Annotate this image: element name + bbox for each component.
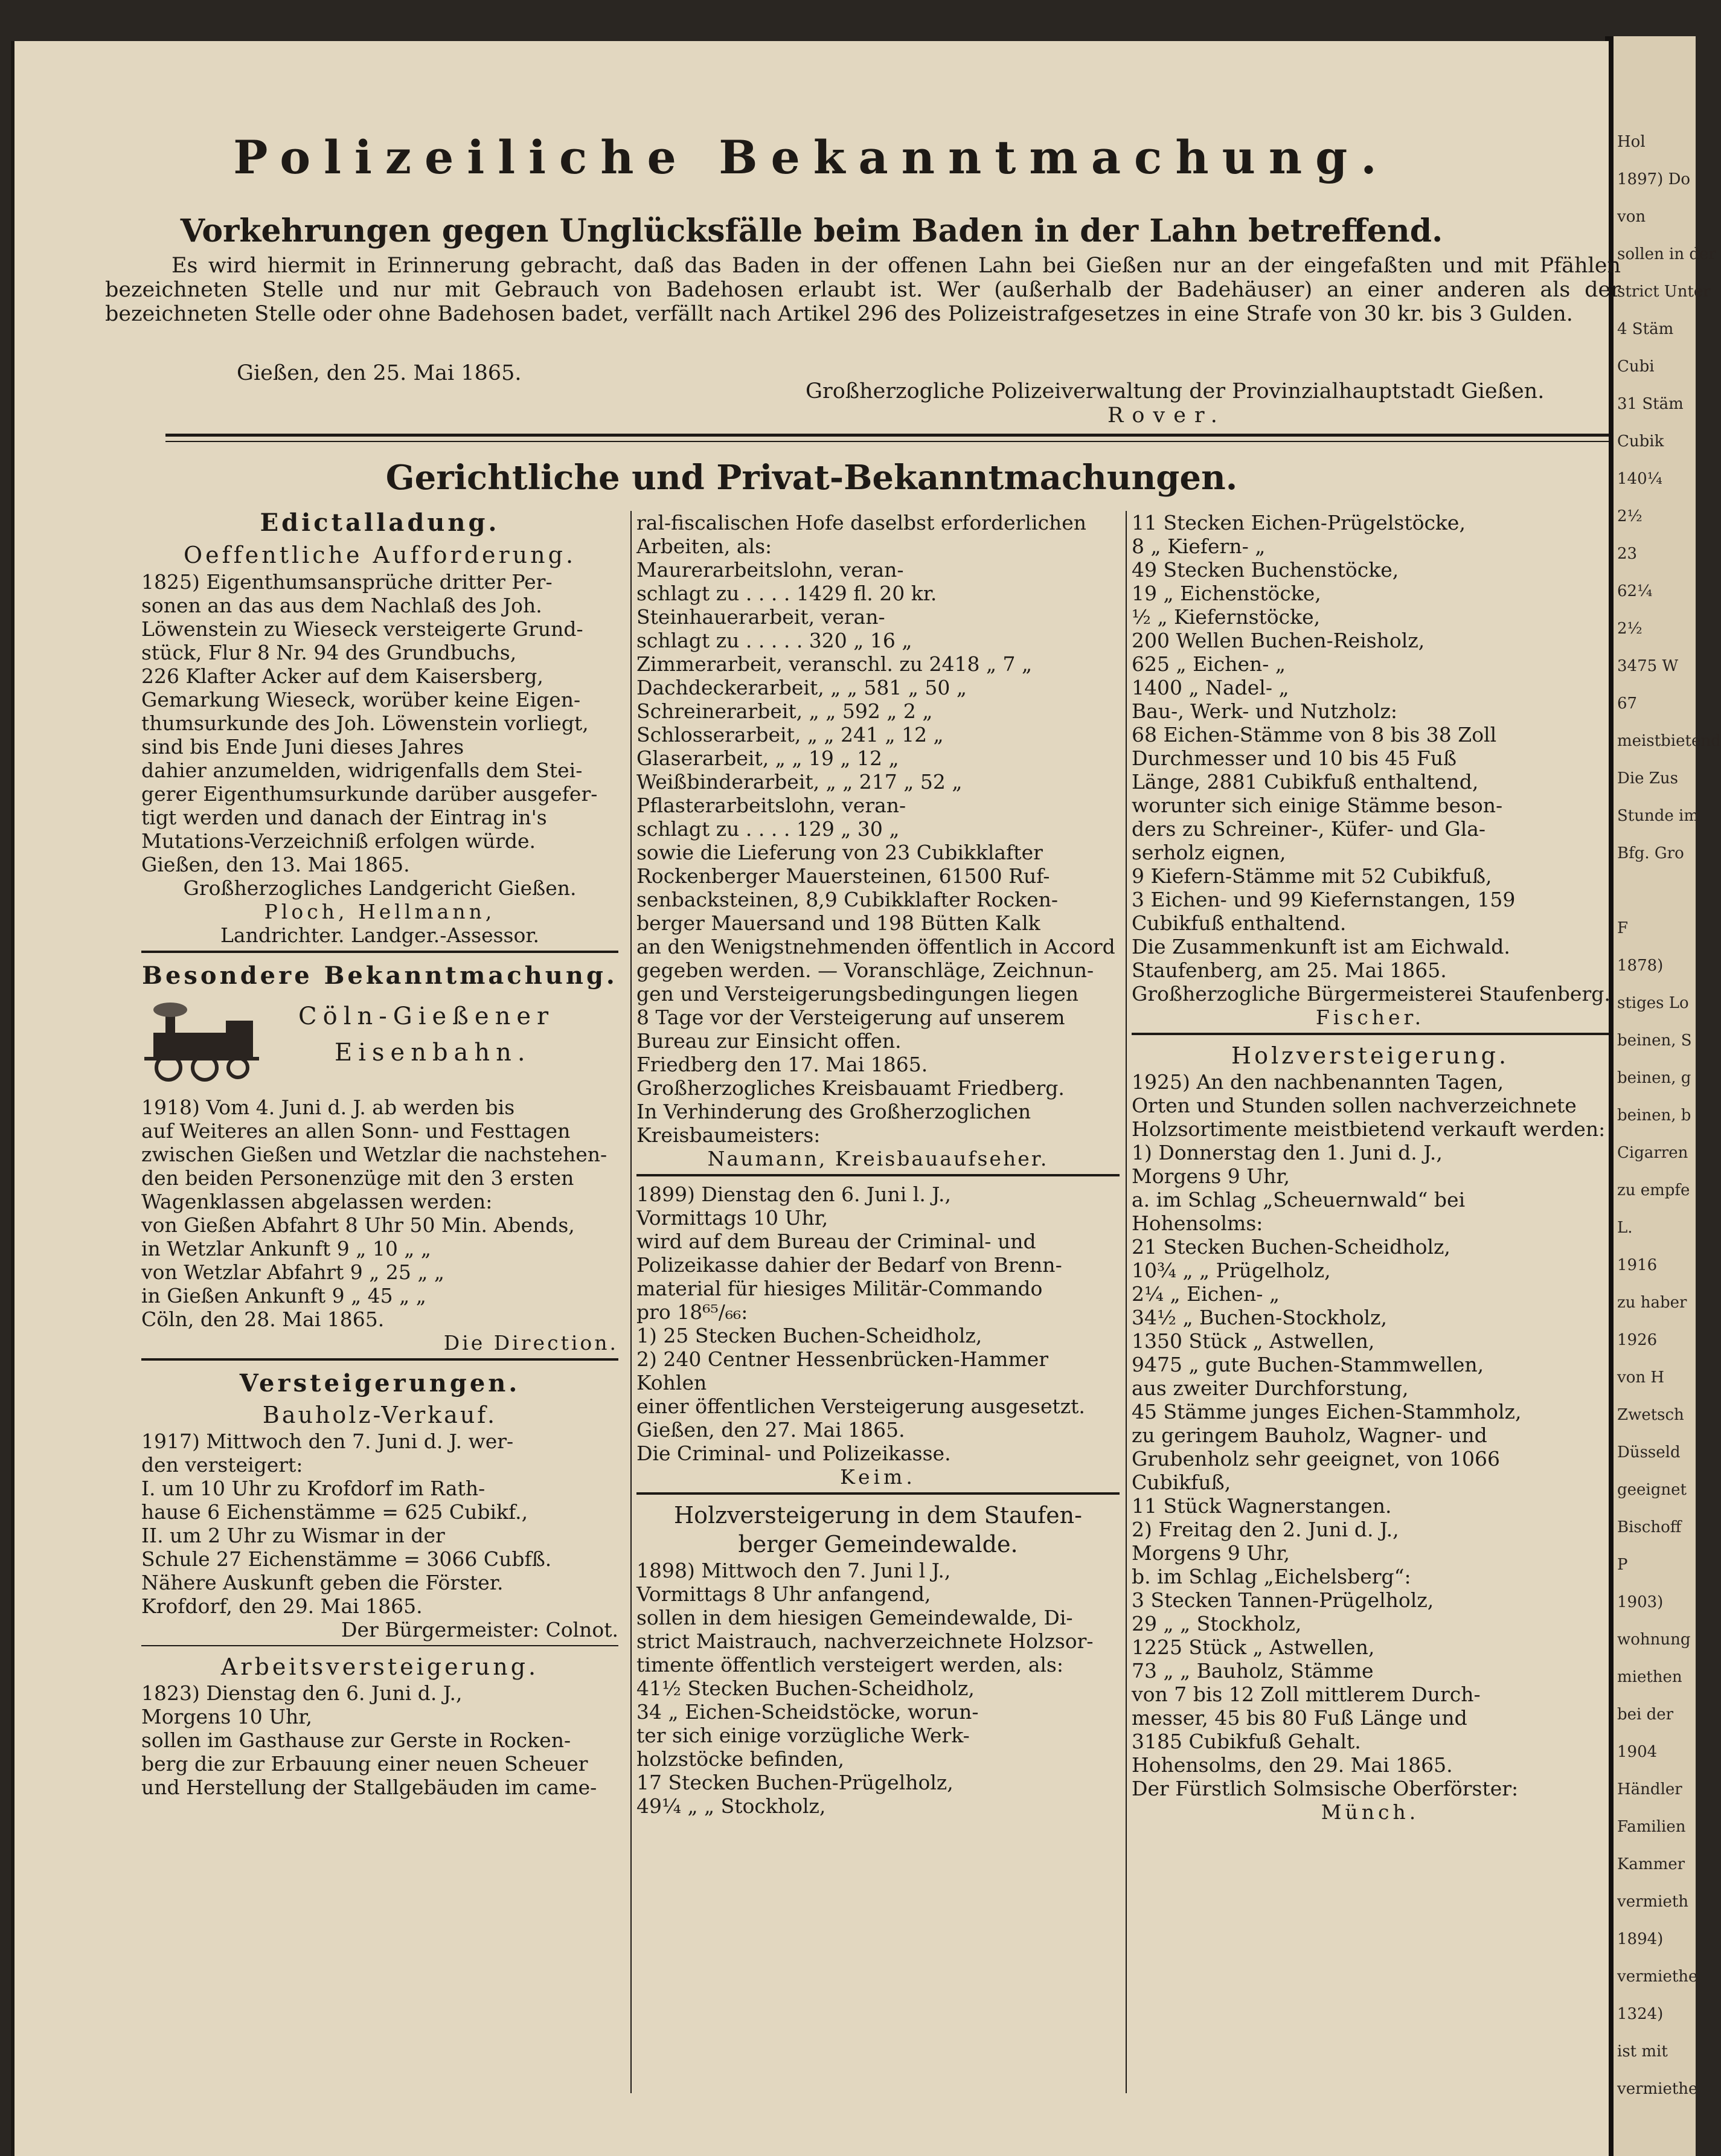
text-line: Großherzogliches Kreisbauamt Friedberg.	[636, 1076, 1065, 1100]
adjacent-text-line: vermiethe	[1617, 2080, 1698, 2098]
text-line: Gießen, den 27. Mai 1865.	[636, 1418, 905, 1442]
text-line: 21 Stecken Buchen-Scheidholz,	[1132, 1235, 1450, 1259]
text-line: In Verhinderung des Großherzoglichen	[636, 1100, 1031, 1123]
special-title: Besondere Bekanntmachung.	[142, 961, 618, 990]
text-line: Morgens 10 Uhr,	[141, 1705, 312, 1728]
text-line: 2) 240 Centner Hessenbrücken-Hammer	[636, 1347, 1049, 1371]
text-line: senbacksteinen, 8,9 Cubikklafter Rocken-	[636, 888, 1059, 911]
column-3	[1132, 511, 1609, 1824]
text-line: ½ „ Kiefernstöcke,	[1132, 605, 1321, 629]
text-line: worunter sich einige Stämme beson-	[1132, 794, 1503, 817]
column-divider-1	[630, 511, 632, 2093]
text-line: berg die zur Erbauung einer neuen Scheuer	[141, 1752, 588, 1776]
adjacent-text-line: 3475 W	[1617, 657, 1679, 675]
text-line: zu geringem Bauholz, Wagner- und	[1132, 1423, 1487, 1447]
railway-name-1: Cöln-Gießener	[298, 1003, 555, 1030]
separator	[141, 1358, 618, 1361]
text-line: Hohensolms, den 29. Mai 1865.	[1132, 1753, 1453, 1777]
adjacent-text-line: Cubik	[1617, 432, 1664, 451]
adjacent-text-line: 67	[1617, 695, 1638, 713]
text-line: 1823) Dienstag den 6. Juni d. J.,	[141, 1681, 463, 1705]
text-line: Vormittags 10 Uhr,	[636, 1206, 828, 1230]
column-divider-2	[1126, 511, 1127, 2093]
text-line: von Wetzlar Abfahrt 9 „ 25 „ „	[141, 1260, 445, 1284]
bauholz-title: Bauholz-Verkauf.	[262, 1402, 498, 1428]
text-line: Wagenklassen abgelassen werden:	[141, 1190, 493, 1213]
adjacent-text-line: 1903)	[1617, 1593, 1664, 1611]
text-line: gen und Versteigerungsbedingungen liegen	[636, 982, 1079, 1006]
text-line: Friedberg den 17. Mai 1865.	[636, 1053, 928, 1076]
text-line: Zimmerarbeit, veranschl. zu 2418 „ 7 „	[636, 652, 1033, 676]
text-line: berger Mauersand und 198 Bütten Kalk	[636, 911, 1040, 935]
adjacent-text-line: Die Zus	[1617, 769, 1678, 788]
text-line: Der Fürstlich Solmsische Oberförster:	[1132, 1777, 1519, 1800]
adjacent-text-line: Bischoff	[1617, 1518, 1682, 1536]
text-line: stück, Flur 8 Nr. 94 des Grundbuchs,	[141, 641, 517, 664]
edict-court: Großherzogliches Landgericht Gießen.	[183, 876, 577, 900]
text-line: 1350 Stück „ Astwellen,	[1132, 1329, 1375, 1353]
staufen-title-1: Holzversteigerung in dem Staufen-	[674, 1502, 1082, 1529]
text-line: II. um 2 Uhr zu Wismar in der	[141, 1524, 445, 1547]
text-line: messer, 45 bis 80 Fuß Länge und	[1132, 1706, 1467, 1730]
text-line: Löwenstein zu Wieseck versteigerte Grund-	[141, 617, 583, 641]
criminal-sign: Keim.	[840, 1465, 916, 1489]
adjacent-text-line: vermiethe	[1617, 1968, 1698, 1986]
text-line: 19 „ Eichenstöcke,	[1132, 582, 1321, 605]
adjacent-text-line: zu empfe	[1617, 1181, 1690, 1199]
adjacent-text-line: meistbietend	[1617, 732, 1721, 750]
column-2	[636, 511, 1120, 1818]
rockenberg-sign: Naumann, Kreisbauaufseher.	[707, 1147, 1049, 1170]
text-line: Kreisbaumeisters:	[636, 1123, 821, 1147]
arbeit-text	[141, 1681, 618, 1799]
text-line: Gemarkung Wieseck, worüber keine Eigen-	[141, 688, 581, 711]
adjacent-text-line: Hol	[1617, 133, 1646, 151]
police-signer: Rover.	[1107, 403, 1226, 428]
adjacent-text-line: stiges Lo	[1617, 994, 1689, 1012]
police-title: Polizeiliche Bekanntmachung.	[233, 130, 1390, 184]
text-line: Cubikfuß enthaltend.	[1132, 911, 1347, 935]
adjacent-text-line: F	[1617, 919, 1629, 937]
edict-text	[141, 570, 618, 876]
separator	[636, 1492, 1120, 1495]
text-line: strict Maistrauch, nachverzeichnete Holzsor-	[636, 1629, 1094, 1653]
adjacent-text-line: Kammer	[1617, 1855, 1685, 1873]
adjacent-text-line: 1897) Do	[1617, 170, 1691, 188]
adjacent-text-line: Händler	[1617, 1780, 1682, 1798]
text-line: Schlosserarbeit, „ „ 241 „ 12 „	[636, 723, 944, 746]
separator	[636, 1174, 1120, 1176]
text-line: 10¾ „ „ Prügelholz,	[1132, 1259, 1331, 1282]
text-line: Schreinerarbeit, „ „ 592 „ 2 „	[636, 699, 933, 723]
text-line: Orten und Stunden sollen nachverzeichnete	[1132, 1094, 1577, 1117]
text-line: Krofdorf, den 29. Mai 1865.	[141, 1594, 423, 1618]
text-line: 45 Stämme junges Eichen-Stammholz,	[1132, 1400, 1522, 1423]
text-line: 2¼ „ Eichen- „	[1132, 1282, 1280, 1306]
text-line: Kohlen	[636, 1371, 707, 1394]
text-line: Die Criminal- und Polizeikasse.	[636, 1442, 951, 1465]
text-line: 49¼ „ „ Stockholz,	[636, 1794, 826, 1818]
adjacent-text-line: Stunde im	[1617, 807, 1699, 825]
text-line: von Gießen Abfahrt 8 Uhr 50 Min. Abends,	[141, 1213, 575, 1237]
edict-subtitle: Oeffentliche Aufforderung.	[183, 542, 577, 568]
text-line: Staufenberg, am 25. Mai 1865.	[1132, 958, 1447, 982]
edict-title: Edictalladung.	[260, 509, 500, 537]
text-line: sollen im Gasthause zur Gerste in Rocken-	[141, 1728, 571, 1752]
text-line: a. im Schlag „Scheuernwald“ bei	[1132, 1188, 1466, 1211]
separator	[141, 951, 618, 953]
police-authority: Großherzogliche Polizeiverwaltung der Provinzialhauptstadt Gießen.	[806, 379, 1545, 403]
text-line: einer öffentlichen Versteigerung ausgesetzt.	[636, 1394, 1085, 1418]
text-line: 226 Klafter Acker auf dem Kaisersberg,	[141, 664, 543, 688]
text-line: dahier anzumelden, widrigenfalls dem Stei-	[141, 759, 583, 782]
text-line: Durchmesser und 10 bis 45 Fuß	[1132, 746, 1457, 770]
bauholz-sign: Der Bürgermeister: Colnot.	[341, 1618, 618, 1641]
adjacent-text-line: 4 Stäm	[1617, 320, 1674, 338]
text-line: Bureau zur Einsicht offen.	[636, 1029, 902, 1053]
police-body-text: Es wird hiermit in Erinnerung gebracht, daß das Baden in der offenen Lahn bei Gießen nur an der eingefaßten und mit Pfählen bezeichneten Stelle und nur mit Gebrauch von Badehosen erlaubt ist. Wer (außerhalb der Badehäuser) an einer anderen als der bezeichneten Stelle oder ohne Badehosen badet, verfällt nach Artikel 296 des Polizeistrafgesetzes in eine Strafe von 30 kr. bis 3 Gulden.	[105, 254, 1621, 326]
text-line: serholz eignen,	[1132, 841, 1286, 864]
text-line: 1917) Mittwoch den 7. Juni d. J. wer-	[141, 1429, 514, 1453]
text-line: sowie die Lieferung von 23 Cubikklafter	[636, 841, 1043, 864]
adjacent-text-line: 1894)	[1617, 1930, 1664, 1948]
edict-names: Ploch, Hellmann,	[264, 900, 496, 923]
adjacent-text-line: Düsseld	[1617, 1443, 1681, 1461]
railway-sign: Die Direction.	[443, 1331, 618, 1355]
text-line: tigt werden und danach der Eintrag in's	[141, 806, 547, 829]
adjacent-text-line: beinen, g	[1617, 1069, 1691, 1087]
adjacent-text-line: Bfg. Gro	[1617, 844, 1684, 862]
bauholz-text	[141, 1429, 618, 1618]
text-line: den versteigert:	[141, 1453, 303, 1477]
text-line: 68 Eichen-Stämme von 8 bis 38 Zoll	[1132, 723, 1497, 746]
police-date: Gießen, den 25. Mai 1865.	[237, 361, 522, 385]
text-line: sind bis Ende Juni dieses Jahres	[141, 735, 464, 759]
text-line: gegeben werden. — Voranschläge, Zeichnun-	[636, 958, 1094, 982]
text-line: Glaserarbeit, „ „ 19 „ 12 „	[636, 746, 899, 770]
adjacent-text-line: 1904	[1617, 1743, 1658, 1761]
rockenberg-text	[636, 511, 1120, 1147]
text-line: ders zu Schreiner-, Küfer- und Gla-	[1132, 817, 1486, 841]
adjacent-text-line: Familien	[1617, 1818, 1686, 1836]
adjacent-text-line: beinen, b	[1617, 1106, 1691, 1125]
text-line: Nähere Auskunft geben die Förster.	[141, 1571, 504, 1594]
text-line: 9 Kiefern-Stämme mit 52 Cubikfuß,	[1132, 864, 1492, 888]
text-line: 29 „ „ Stockholz,	[1132, 1612, 1302, 1635]
text-line: 200 Wellen Buchen-Reisholz,	[1132, 629, 1425, 652]
text-line: in Wetzlar Ankunft 9 „ 10 „ „	[141, 1237, 431, 1260]
text-line: ter sich einige vorzügliche Werk-	[636, 1724, 970, 1747]
adjacent-text-line: 2½	[1617, 507, 1642, 525]
adjacent-page	[1614, 36, 1721, 2156]
text-line: Länge, 2881 Cubikfuß enthaltend,	[1132, 770, 1479, 794]
text-line: sollen in dem hiesigen Gemeindewalde, Di-	[636, 1606, 1073, 1629]
text-line: Arbeiten, als:	[636, 534, 772, 558]
text-line: holzstöcke befinden,	[636, 1747, 844, 1771]
text-line: Steinhauerarbeit, veran-	[636, 605, 885, 629]
text-line: in Gießen Ankunft 9 „ 45 „ „	[141, 1284, 426, 1307]
text-line: schlagt zu . . . . . 320 „ 16 „	[636, 629, 912, 652]
text-line: 8 Tage vor der Versteigerung auf unserem	[636, 1006, 1065, 1029]
text-line: aus zweiter Durchforstung,	[1132, 1376, 1409, 1400]
police-subtitle: Vorkehrungen gegen Unglücksfälle beim Baden in der Lahn betreffend.	[180, 213, 1443, 249]
text-line: Hohensolms:	[1132, 1211, 1263, 1235]
text-line: pro 18⁶⁵/₆₆:	[636, 1300, 748, 1324]
text-line: Morgens 9 Uhr,	[1132, 1164, 1290, 1188]
text-line: schlagt zu . . . . 1429 fl. 20 kr.	[636, 582, 937, 605]
separator	[1132, 1033, 1609, 1035]
text-line: von 7 bis 12 Zoll mittlerem Durch-	[1132, 1683, 1481, 1706]
staufen-title-2: berger Gemeindewalde.	[738, 1531, 1018, 1558]
edict-roles: Landrichter. Landger.-Assessor.	[220, 923, 539, 947]
text-line: Polizeikasse dahier der Bedarf von Brenn-	[636, 1253, 1062, 1277]
staufen-continued-text	[1132, 511, 1609, 1006]
text-line: 1825) Eigenthumsansprüche dritter Per-	[141, 570, 553, 594]
text-line: 2) Freitag den 2. Juni d. J.,	[1132, 1518, 1399, 1541]
text-line: schlagt zu . . . . 129 „ 30 „	[636, 817, 900, 841]
text-line: Cubikfuß,	[1132, 1471, 1231, 1494]
adjacent-text-line: Cubi	[1617, 358, 1655, 376]
text-line: 1) Donnerstag den 1. Juni d. J.,	[1132, 1141, 1443, 1164]
auction-title: Versteigerungen.	[239, 1369, 521, 1397]
holz-sign: Münch.	[1321, 1800, 1420, 1824]
text-line: Bau-, Werk- und Nutzholz:	[1132, 699, 1397, 723]
adjacent-text-line: vermieth	[1617, 1893, 1689, 1911]
text-line: Dachdeckerarbeit, „ „ 581 „ 50 „	[636, 676, 967, 699]
text-line: 17 Stecken Buchen-Prügelholz,	[636, 1771, 953, 1794]
criminal-text	[636, 1182, 1120, 1465]
text-line: material für hiesiges Militär-Commando	[636, 1277, 1043, 1300]
text-line: 1225 Stück „ Astwellen,	[1132, 1635, 1375, 1659]
adjacent-text-line: miethen	[1617, 1668, 1682, 1686]
adjacent-text-line: sollen in der	[1617, 245, 1716, 263]
text-line: Rockenberger Mauersteinen, 61500 Ruf-	[636, 864, 1050, 888]
text-line: 1918) Vom 4. Juni d. J. ab werden bis	[141, 1096, 515, 1119]
arbeit-title: Arbeitsversteigerung.	[220, 1654, 539, 1680]
rule-top	[165, 434, 1609, 437]
adjacent-text-line: Zwetsch	[1617, 1406, 1684, 1424]
railway-text	[141, 1096, 618, 1331]
text-line: Maurerarbeitslohn, veran-	[636, 558, 904, 582]
text-line: hause 6 Eichenstämme = 625 Cubikf.,	[141, 1500, 528, 1524]
text-line: 1400 „ Nadel- „	[1132, 676, 1289, 699]
adjacent-text-line: strict Unter	[1617, 283, 1711, 301]
adjacent-text-line: beinen, S	[1617, 1031, 1692, 1050]
text-line: 41½ Stecken Buchen-Scheidholz,	[636, 1676, 975, 1700]
text-line: ral-fiscalischen Hofe daselbst erforderlichen	[636, 511, 1087, 534]
adjacent-text-line: bei der	[1617, 1705, 1674, 1724]
adjacent-text-line: P	[1617, 1556, 1628, 1574]
locomotive-icon	[141, 996, 262, 1087]
separator	[141, 1645, 618, 1646]
adjacent-text-line: 1878)	[1617, 957, 1664, 975]
text-line: 49 Stecken Buchenstöcke,	[1132, 558, 1399, 582]
text-line: 11 Stück Wagnerstangen.	[1132, 1494, 1392, 1518]
text-line: Die Zusammenkunft ist am Eichwald.	[1132, 935, 1510, 958]
text-line: Grubenholz sehr geeignet, von 1066	[1132, 1447, 1500, 1471]
newspaper-page	[11, 41, 1621, 2156]
text-line: 1925) An den nachbenannten Tagen,	[1132, 1070, 1504, 1094]
adjacent-text-line: Cigarren	[1617, 1144, 1688, 1162]
text-line: auf Weiteres an allen Sonn- und Festtagen	[141, 1119, 571, 1143]
rule-top-thin	[165, 441, 1609, 442]
text-line: Gießen, den 13. Mai 1865.	[141, 853, 410, 876]
text-line: Cöln, den 28. Mai 1865.	[141, 1307, 385, 1331]
text-line: 11 Stecken Eichen-Prügelstöcke,	[1132, 511, 1466, 534]
railway-name-2: Eisenbahn.	[335, 1039, 531, 1067]
text-line: 9475 „ gute Buchen-Stammwellen,	[1132, 1353, 1484, 1376]
adjacent-text-line: 1926	[1617, 1331, 1658, 1349]
adjacent-text-line: von	[1617, 208, 1646, 226]
section-title: Gerichtliche und Privat-Bekanntmachungen.	[385, 458, 1238, 498]
text-line: wird auf dem Bureau der Criminal- und	[636, 1230, 1036, 1253]
text-line: an den Wenigstnehmenden öffentlich in Accord	[636, 935, 1115, 958]
railway-header	[141, 993, 618, 1096]
text-line: zwischen Gießen und Wetzlar die nachstehen-	[141, 1143, 607, 1166]
adjacent-text-line: ist mit	[1617, 2042, 1668, 2061]
adjacent-text-line: geeignet	[1617, 1481, 1687, 1499]
text-line: Schule 27 Eichenstämme = 3066 Cubfß.	[141, 1547, 552, 1571]
adjacent-text-line: zu haber	[1617, 1294, 1687, 1312]
text-line: 34½ „ Buchen-Stockholz,	[1132, 1306, 1387, 1329]
column-1	[141, 506, 618, 1799]
text-line: 625 „ Eichen- „	[1132, 652, 1286, 676]
text-line: Pflasterarbeitslohn, veran-	[636, 794, 906, 817]
text-line: 1899) Dienstag den 6. Juni l. J.,	[636, 1182, 951, 1206]
adjacent-text-line: von H	[1617, 1368, 1665, 1387]
text-line: sonen an das aus dem Nachlaß des Joh.	[141, 594, 542, 617]
adjacent-text-line: 23	[1617, 545, 1638, 563]
adjacent-text-line: 1916	[1617, 1256, 1658, 1274]
adjacent-text-line: 2½	[1617, 620, 1642, 638]
text-line: b. im Schlag „Eichelsberg“:	[1132, 1565, 1411, 1588]
holz-title: Holzversteigerung.	[1231, 1042, 1510, 1069]
holz-text	[1132, 1070, 1609, 1800]
adjacent-text-line: wohnung	[1617, 1631, 1691, 1649]
text-line: den beiden Personenzüge mit den 3 ersten	[141, 1166, 574, 1190]
text-line: Holzsortimente meistbietend verkauft werden:	[1132, 1117, 1606, 1141]
text-line: Weißbinderarbeit, „ „ 217 „ 52 „	[636, 770, 963, 794]
text-line: thumsurkunde des Joh. Löwenstein vorliegt,	[141, 711, 589, 735]
text-line: Mutations-Verzeichniß erfolgen würde.	[141, 829, 536, 853]
text-line: 34 „ Eichen-Scheidstöcke, worun-	[636, 1700, 979, 1724]
text-line: 1898) Mittwoch den 7. Juni l J.,	[636, 1559, 951, 1582]
text-line: und Herstellung der Stallgebäuden im came-	[141, 1776, 597, 1799]
text-line: 8 „ Kiefern- „	[1132, 534, 1266, 558]
text-line: 1) 25 Stecken Buchen-Scheidholz,	[636, 1324, 982, 1347]
text-line: 3 Eichen- und 99 Kiefernstangen, 159	[1132, 888, 1516, 911]
adjacent-text-line: 140¼	[1617, 470, 1662, 488]
text-line: Morgens 9 Uhr,	[1132, 1541, 1290, 1565]
adjacent-text-line: 62¼	[1617, 582, 1653, 600]
text-line: Großherzogliche Bürgermeisterei Staufenberg.	[1132, 982, 1610, 1006]
text-line: 3 Stecken Tannen-Prügelholz,	[1132, 1588, 1434, 1612]
adjacent-text-line: 31 Stäm	[1617, 395, 1684, 413]
text-line: timente öffentlich versteigert werden, als:	[636, 1653, 1063, 1676]
text-line: 73 „ „ Bauholz, Stämme	[1132, 1659, 1374, 1683]
adjacent-text-line: 1324)	[1617, 2005, 1664, 2023]
police-body	[105, 254, 1621, 326]
text-line: I. um 10 Uhr zu Krofdorf im Rath-	[141, 1477, 486, 1500]
staufen-sign: Fischer.	[1315, 1006, 1425, 1029]
text-line: Vormittags 8 Uhr anfangend,	[636, 1582, 931, 1606]
staufen-text	[636, 1559, 1120, 1818]
text-line: 3185 Cubikfuß Gehalt.	[1132, 1730, 1361, 1753]
text-line: gerer Eigenthumsurkunde darüber ausgefer-	[141, 782, 598, 806]
adjacent-text-line: L.	[1617, 1219, 1633, 1237]
